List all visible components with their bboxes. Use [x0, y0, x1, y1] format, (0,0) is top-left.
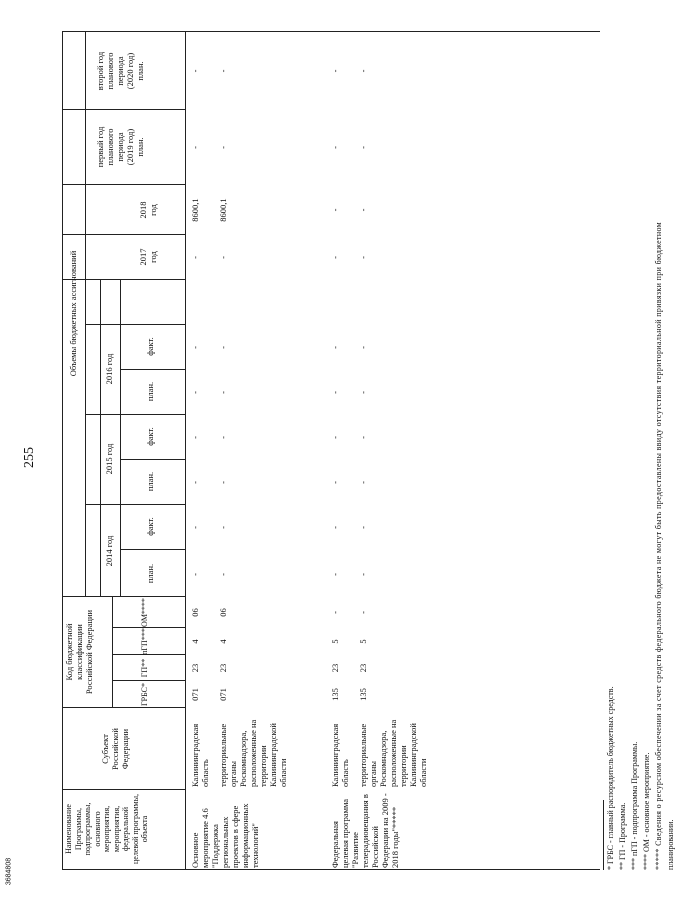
header-subject: Субъект Российской Федерации	[100, 728, 130, 770]
row-value: -	[358, 346, 368, 349]
row-value: 8600,1	[190, 198, 200, 222]
rule-line	[62, 31, 185, 32]
rule-line	[62, 184, 185, 185]
row-pgp: 4	[218, 639, 228, 644]
row-gp: 23	[358, 663, 368, 673]
row-value: -	[190, 146, 200, 149]
header-code-4: ОМ****	[140, 598, 149, 627]
row-subject: территориальные органы Роскомнадзора, расположенные на территории Калининградской области	[218, 719, 288, 787]
rule-line	[120, 280, 121, 597]
row-value: -	[330, 146, 340, 149]
row-value: -	[358, 391, 368, 394]
page-number: 255	[22, 447, 37, 468]
row-value: -	[218, 481, 228, 484]
rule-line	[185, 31, 600, 32]
row-value: -	[358, 208, 368, 212]
rule-line	[62, 109, 185, 110]
row-value: -	[330, 69, 340, 73]
header-fact: факт.	[145, 517, 155, 536]
doc-code-visible	[4, 854, 14, 894]
row-grbs: 135	[358, 688, 368, 701]
rule-line	[62, 707, 185, 708]
header-year-1: 2014 год	[104, 535, 114, 567]
header-year-2: 2015 год	[104, 443, 114, 475]
header-plan: план.	[145, 563, 155, 584]
footnote-3: *** пГП - подпрограмма Программы.	[630, 741, 639, 870]
header-fact: факт.	[145, 427, 155, 446]
row-value: -	[218, 573, 228, 576]
row-subject: территориальные органы Роскомнадзора, расположенные на территории Калининградской области	[358, 719, 428, 787]
row-om: -	[330, 611, 340, 614]
header-2020: второй год планового периода (2020 год) план.	[95, 51, 145, 91]
row-value: -	[330, 526, 340, 529]
rule-line	[85, 504, 185, 505]
row-value: -	[190, 346, 200, 349]
row-value: -	[190, 573, 200, 576]
row-name: Основное мероприятие 4.6 "Поддержка региональных проектов в сфере информационных технологий"	[190, 803, 260, 868]
row-pgp: 5	[358, 639, 368, 644]
row-pgp: 5	[330, 639, 340, 644]
row-grbs: 135	[330, 688, 340, 701]
footnote-6: планировании.	[666, 819, 675, 870]
row-gp: 23	[330, 663, 340, 673]
row-value: 8600,1	[218, 198, 228, 222]
rule-line	[112, 597, 113, 708]
row-value: -	[358, 481, 368, 484]
row-om: 06	[218, 608, 228, 617]
header-2018: 2018 год	[138, 201, 158, 219]
header-2017: 2017 год	[138, 248, 158, 266]
footnote-5: ***** Сведения о ресурсном обеспечении за счет средств федерального бюджета не могут быть предоставлены ввиду отсутствия территориальной привязки при бюджетном	[654, 221, 663, 870]
header-code-1: ГРБС*	[140, 683, 149, 706]
row-name: Федеральная целевая программа "Развитие телерадиовещания в Российской Федерации на 2009 - 2018 годы"*****	[330, 793, 400, 868]
row-value: -	[190, 391, 200, 394]
row-value: -	[358, 436, 368, 439]
row-value: -	[330, 391, 340, 394]
row-value: -	[190, 69, 200, 73]
header-name: Наименование Программы, подпрограммы, основного мероприятия, мероприятия, федеральной целевой программы, объекта	[64, 794, 149, 864]
row-value: -	[330, 573, 340, 576]
row-om: -	[358, 611, 368, 614]
header-2019: первый год планового периода (2019 год) план.	[95, 126, 145, 168]
row-value: -	[358, 256, 368, 259]
row-value: -	[218, 146, 228, 149]
row-grbs: 071	[190, 688, 200, 701]
row-value: -	[330, 481, 340, 484]
rule-line	[85, 32, 86, 597]
row-value: -	[218, 346, 228, 349]
header-volume-group: Объемы бюджетных ассигнований	[68, 250, 78, 377]
row-gp: 23	[218, 663, 228, 673]
footnote-2: ** ГП - Программа.	[618, 802, 627, 870]
rule-line	[120, 549, 185, 550]
row-value: -	[358, 573, 368, 576]
row-pgp: 4	[190, 639, 200, 644]
rule-line	[85, 324, 185, 325]
row-value: -	[358, 526, 368, 529]
rule-line	[62, 279, 185, 280]
rule-line	[85, 414, 185, 415]
row-value: -	[218, 391, 228, 394]
row-value: -	[358, 69, 368, 73]
row-gp: 23	[190, 663, 200, 673]
row-subject: Калининградская область	[190, 723, 210, 787]
header-code-group: Код бюджетной классификации Российской Федерации	[64, 609, 94, 695]
row-value: -	[330, 256, 340, 259]
row-value: -	[330, 208, 340, 212]
rule-line	[62, 869, 185, 870]
header-code-2: ГП**	[140, 658, 149, 678]
row-value: -	[218, 256, 228, 259]
header-year-3: 2016 год	[104, 353, 114, 385]
row-value: -	[358, 146, 368, 149]
row-grbs: 071	[218, 688, 228, 701]
row-value: -	[218, 526, 228, 529]
rule-line	[62, 32, 63, 870]
row-value: -	[330, 436, 340, 439]
row-value: -	[218, 436, 228, 439]
row-subject: Калининградская область	[330, 723, 350, 787]
rule-line	[62, 596, 185, 597]
rule-line	[185, 32, 186, 870]
row-value: -	[190, 526, 200, 529]
footnote-4: **** ОМ - основное мероприятие.	[642, 752, 651, 870]
row-value: -	[190, 256, 200, 259]
header-plan: план.	[145, 381, 155, 402]
rule-line	[100, 280, 101, 597]
row-om: 06	[190, 608, 200, 617]
doc-code-text: 3684808	[5, 857, 13, 886]
header-fact: факт.	[145, 337, 155, 356]
header-code-3: пГП***	[140, 628, 149, 655]
rule-line	[62, 234, 185, 235]
rule-line	[603, 800, 604, 870]
row-value: -	[190, 481, 200, 484]
footnote-1: * ГРБС - главный распорядитель бюджетных средств.	[606, 686, 615, 870]
row-value: -	[330, 346, 340, 349]
rule-line	[185, 869, 600, 870]
header-plan: план.	[145, 471, 155, 492]
row-value: -	[190, 436, 200, 439]
row-value: -	[218, 69, 228, 73]
